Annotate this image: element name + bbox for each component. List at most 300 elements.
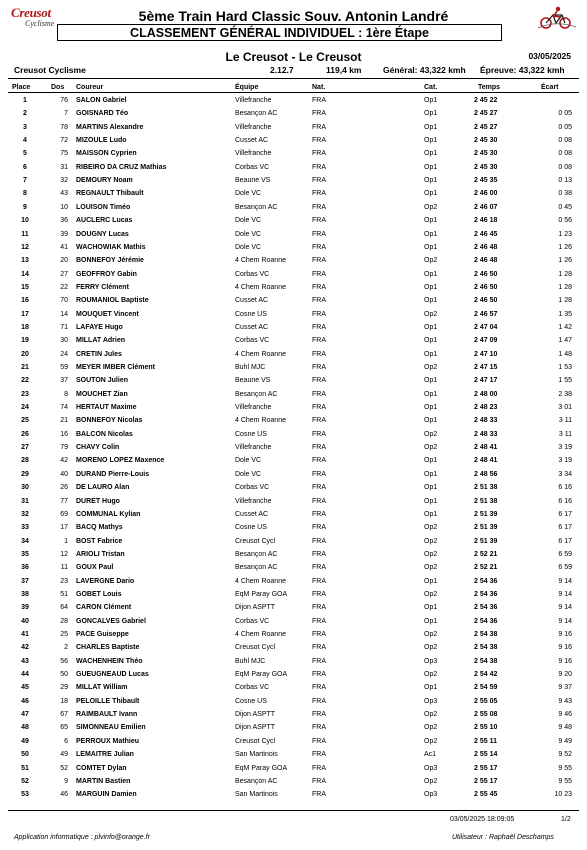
rider-name-cell: COMTET Dylan	[76, 764, 127, 772]
dos-cell: 10	[60, 203, 68, 211]
dos-cell: 6	[64, 737, 68, 745]
table-row	[0, 270, 587, 283]
gap-cell: 1 28	[558, 283, 572, 291]
category-cell: Op1	[424, 404, 438, 412]
dos-cell: 2	[64, 644, 68, 652]
time-cell: 2 48 56	[474, 470, 498, 478]
time-cell: 2 46 07	[474, 203, 498, 211]
nationality-cell: FRA	[312, 444, 326, 452]
team-cell: Corbas VC	[235, 617, 270, 625]
nationality-cell: FRA	[312, 310, 326, 318]
place-cell: 12	[21, 243, 29, 251]
place-cell: 14	[21, 270, 29, 278]
dos-cell: 20	[60, 257, 68, 265]
table-row	[0, 497, 587, 510]
dos-cell: 14	[60, 310, 68, 318]
time-cell: 2 54 38	[474, 631, 498, 638]
place-cell: 9	[23, 203, 27, 211]
time-cell: 2 55 11	[474, 737, 497, 745]
nationality-cell: FRA	[312, 644, 326, 652]
rider-name-cell: CHARLES Baptiste	[76, 644, 140, 652]
rider-name-cell: DURET Hugo	[76, 497, 120, 505]
category-cell: Op1	[424, 123, 438, 131]
rider-name-cell: MIZOULE Ludo	[76, 137, 127, 145]
category-cell: Op3	[424, 657, 438, 665]
nationality-cell: FRA	[312, 190, 326, 198]
team-cell: Dole VC	[235, 243, 262, 251]
rider-name-cell: BONNEFOY Jérémie	[76, 257, 144, 265]
dos-cell: 74	[60, 404, 68, 412]
category-cell: Op2	[424, 537, 438, 545]
creusot-cyclisme-logo	[11, 6, 61, 28]
place-cell: 38	[21, 590, 29, 598]
place-cell: 39	[21, 604, 29, 612]
rider-name-cell: SIMONNEAU Emilien	[76, 724, 146, 732]
dos-cell: 70	[60, 297, 68, 305]
nationality-cell: FRA	[312, 163, 326, 171]
place-cell: 6	[23, 163, 27, 171]
gap-cell: 9 55	[558, 764, 572, 772]
nationality-cell: FRA	[312, 524, 326, 532]
time-cell: 2 46 50	[474, 270, 498, 278]
rider-name-cell: DURAND Pierre-Louis	[76, 470, 150, 478]
gap-cell: 1 48	[558, 350, 572, 358]
table-row	[0, 483, 587, 496]
gap-cell: 9 20	[558, 671, 572, 679]
dos-cell: 32	[60, 177, 68, 185]
rider-name-cell: MOUCHET Zian	[76, 390, 128, 398]
time-cell: 2 54 36	[474, 590, 498, 598]
gap-cell: 3 11	[558, 417, 572, 425]
table-row	[0, 230, 587, 243]
team-cell: Cusset AC	[235, 323, 269, 331]
time-cell: 2 55 14	[474, 751, 498, 759]
place-cell: 41	[21, 631, 29, 638]
column-header-place: Place	[12, 84, 31, 91]
category-cell: Op1	[424, 190, 438, 198]
time-cell: 2 47 10	[474, 350, 498, 358]
category-cell: Op1	[424, 417, 438, 425]
place-cell: 18	[21, 323, 29, 331]
gap-cell: 0 05	[558, 123, 572, 131]
time-cell: 2 46 50	[474, 283, 498, 291]
time-cell: 2 54 59	[474, 684, 498, 692]
team-cell: Corbas VC	[235, 163, 270, 171]
time-cell: 2 54 38	[474, 644, 498, 652]
category-cell: Op2	[424, 430, 438, 438]
nationality-cell: FRA	[312, 150, 326, 158]
team-cell: Besançon AC	[235, 550, 278, 558]
team-cell: Creusot Cycl	[235, 737, 276, 745]
nationality-cell: FRA	[312, 350, 326, 358]
dos-cell: 49	[60, 751, 68, 759]
dos-cell: 25	[60, 631, 68, 638]
gap-cell: 6 59	[558, 564, 572, 572]
column-header-coureur: Coureur	[76, 84, 104, 91]
gap-cell: 1 28	[558, 270, 572, 278]
rider-name-cell: CARON Clément	[76, 604, 132, 612]
team-cell: Creusot Cycl	[235, 537, 276, 545]
gap-cell: 9 52	[558, 751, 572, 759]
ranking-subtitle: CLASSEMENT GÉNÉRAL INDIVIDUEL : 1ère Étape	[57, 24, 502, 41]
gap-cell: 9 14	[558, 617, 572, 625]
rider-name-cell: ARIOLI Tristan	[76, 550, 125, 558]
category-cell: Op2	[424, 257, 438, 265]
team-cell: Villefranche	[235, 497, 272, 505]
team-cell: Dole VC	[235, 470, 262, 478]
time-cell: 2 48 23	[474, 404, 498, 412]
table-row	[0, 456, 587, 469]
time-cell: 2 51 39	[474, 537, 498, 545]
rider-name-cell: GOUX Paul	[76, 564, 114, 572]
time-cell: 2 46 48	[474, 243, 498, 251]
table-row	[0, 416, 587, 429]
time-cell: 2 46 50	[474, 297, 498, 305]
time-cell: 2 47 15	[474, 364, 498, 371]
nationality-cell: FRA	[312, 457, 326, 465]
team-cell: Dole VC	[235, 217, 262, 225]
place-cell: 3	[23, 123, 27, 131]
nationality-cell: FRA	[312, 417, 326, 425]
time-cell: 2 52 21	[474, 564, 498, 572]
time-cell: 2 54 36	[474, 577, 498, 585]
table-row	[0, 376, 587, 389]
gap-cell: 1 35	[558, 310, 572, 318]
place-cell: 23	[21, 390, 29, 398]
nationality-cell: FRA	[312, 751, 326, 759]
gap-cell: 9 14	[558, 590, 572, 598]
category-cell: Op1	[424, 510, 438, 518]
nationality-cell: FRA	[312, 230, 326, 238]
column-header-temps: Temps	[478, 84, 501, 91]
nationality-cell: FRA	[312, 110, 326, 118]
nationality-cell: FRA	[312, 377, 326, 385]
category-cell: Op1	[424, 283, 438, 291]
team-cell: Villefranche	[235, 123, 272, 131]
nationality-cell: FRA	[312, 243, 326, 251]
nationality-cell: FRA	[312, 737, 326, 745]
place-cell: 32	[21, 510, 29, 518]
logo-text: Creusot	[11, 5, 51, 20]
table-row	[0, 697, 587, 710]
nationality-cell: FRA	[312, 217, 326, 225]
table-row	[0, 336, 587, 349]
nationality-cell: FRA	[312, 510, 326, 518]
team-cell: Besançon AC	[235, 564, 278, 572]
table-row	[0, 123, 587, 136]
place-cell: 21	[21, 364, 29, 371]
place-cell: 33	[21, 524, 29, 532]
category-cell: Op2	[424, 203, 438, 211]
table-row	[0, 470, 587, 483]
software-version: 2.12.7	[270, 65, 294, 75]
place-cell: 48	[21, 724, 29, 732]
nationality-cell: FRA	[312, 657, 326, 665]
table-row	[0, 670, 587, 683]
category-cell: Op1	[424, 577, 438, 585]
rider-name-cell: MEYER IMBER Clément	[76, 364, 155, 371]
nationality-cell: FRA	[312, 203, 326, 211]
nationality-cell: FRA	[312, 297, 326, 305]
rider-name-cell: REGNAULT Thibault	[76, 190, 144, 198]
place-cell: 34	[21, 537, 29, 545]
nationality-cell: FRA	[312, 137, 326, 145]
table-row	[0, 203, 587, 216]
nationality-cell: FRA	[312, 604, 326, 612]
table-row	[0, 630, 587, 643]
place-cell: 5	[23, 150, 27, 158]
table-row	[0, 683, 587, 696]
rider-name-cell: MOUQUET Vincent	[76, 310, 139, 318]
team-cell: San Martinois	[235, 751, 278, 759]
gap-cell: 3 11	[558, 430, 572, 438]
table-row	[0, 510, 587, 523]
time-cell: 2 45 27	[474, 110, 498, 118]
place-cell: 40	[21, 617, 29, 625]
category-cell: Op2	[424, 444, 438, 452]
category-cell: Op2	[424, 631, 438, 638]
team-cell: Cusset AC	[235, 137, 269, 145]
category-cell: Op1	[424, 243, 438, 251]
place-cell: 37	[21, 577, 29, 585]
time-cell: 2 52 21	[474, 550, 498, 558]
table-row	[0, 577, 587, 590]
time-cell: 2 45 30	[474, 137, 498, 145]
nationality-cell: FRA	[312, 430, 326, 438]
dos-cell: 11	[60, 564, 68, 572]
category-cell: Op2	[424, 737, 438, 745]
nationality-cell: FRA	[312, 631, 326, 638]
time-cell: 2 48 33	[474, 430, 498, 438]
rider-name-cell: BACQ Mathys	[76, 524, 123, 532]
rider-name-cell: HERTAUT Maxime	[76, 404, 137, 412]
place-cell: 45	[21, 684, 29, 692]
team-cell: 4 Chem Roanne	[235, 283, 286, 291]
gap-cell: 6 17	[558, 537, 572, 545]
category-cell: Op1	[424, 337, 438, 345]
gap-cell: 1 23	[558, 230, 572, 238]
rider-name-cell: MARTINS Alexandre	[76, 123, 144, 131]
team-cell: Cusset AC	[235, 510, 269, 518]
dos-cell: 67	[60, 711, 68, 719]
dos-cell: 42	[60, 457, 68, 465]
dos-cell: 43	[60, 190, 68, 198]
time-cell: 2 55 45	[474, 791, 498, 799]
dos-cell: 37	[60, 377, 68, 385]
dos-cell: 56	[60, 657, 68, 665]
table-row	[0, 617, 587, 630]
column-header-nat: Nat.	[312, 84, 326, 91]
nationality-cell: FRA	[312, 590, 326, 598]
table-row	[0, 216, 587, 229]
gap-cell: 3 34	[558, 470, 572, 478]
rider-name-cell: DE LAURO Alan	[76, 484, 130, 492]
dos-cell: 12	[60, 550, 68, 558]
table-row	[0, 283, 587, 296]
place-cell: 15	[21, 283, 29, 291]
gap-cell: 0 45	[558, 203, 572, 211]
time-cell: 2 48 00	[474, 390, 498, 398]
place-cell: 53	[21, 791, 29, 799]
time-cell: 2 55 10	[474, 724, 498, 732]
category-cell: Op2	[424, 524, 438, 532]
place-cell: 46	[21, 697, 29, 705]
rider-name-cell: RIBEIRO DA CRUZ Mathias	[76, 163, 167, 171]
rider-name-cell: PELOILLE Thibault	[76, 697, 140, 705]
dos-cell: 16	[60, 430, 68, 438]
dos-cell: 40	[60, 470, 68, 478]
gap-cell: 0 08	[558, 163, 572, 171]
cyclist-logo-icon	[536, 6, 578, 30]
team-cell: Buhl MJC	[235, 364, 266, 371]
time-cell: 2 54 36	[474, 617, 498, 625]
gap-cell: 9 16	[558, 644, 572, 652]
rider-name-cell: RAIMBAULT Ivann	[76, 711, 138, 719]
print-timestamp: 03/05/2025 18:09:05	[450, 816, 515, 823]
time-cell: 2 45 30	[474, 163, 498, 171]
race-distance: 119,4 km	[326, 65, 362, 75]
team-cell: Besançon AC	[235, 203, 278, 211]
time-cell: 2 54 42	[474, 671, 498, 679]
table-row	[0, 243, 587, 256]
team-cell: Besançon AC	[235, 390, 278, 398]
category-cell: Op2	[424, 364, 438, 371]
category-cell: Op1	[424, 684, 438, 692]
time-cell: 2 46 48	[474, 257, 498, 265]
team-logo	[536, 6, 578, 30]
rider-name-cell: MILLAT Adrien	[76, 337, 125, 345]
rider-name-cell: CRETIN Jules	[76, 350, 122, 358]
gap-cell: 1 47	[558, 337, 572, 345]
category-cell: Op1	[424, 470, 438, 478]
team-cell: Cosne US	[235, 430, 267, 438]
dos-cell: 17	[60, 524, 68, 532]
time-cell: 2 45 30	[474, 150, 498, 158]
rider-name-cell: LEMAITRE Julian	[76, 751, 134, 759]
category-cell: Op1	[424, 350, 438, 358]
gap-cell: 9 14	[558, 604, 572, 612]
column-header-equipe: Équipe	[235, 84, 259, 91]
team-cell: Cosne US	[235, 310, 267, 318]
team-cell: Villefranche	[235, 444, 272, 452]
place-cell: 52	[21, 777, 29, 785]
nationality-cell: FRA	[312, 484, 326, 492]
gap-cell: 6 17	[558, 524, 572, 532]
time-cell: 2 47 04	[474, 323, 498, 331]
time-cell: 2 48 41	[474, 444, 498, 452]
dos-cell: 23	[60, 577, 68, 585]
team-cell: Beaune VS	[235, 377, 271, 385]
team-cell: Dole VC	[235, 190, 262, 198]
place-cell: 20	[21, 350, 29, 358]
gap-cell: 0 05	[558, 110, 572, 118]
team-cell: 4 Chem Roanne	[235, 350, 286, 358]
gap-cell: 1 28	[558, 297, 572, 305]
rider-name-cell: PACE Guiseppe	[76, 631, 129, 638]
epreuve-speed: Épreuve: 43,322 kmh	[480, 65, 565, 75]
rider-name-cell: MORENO LOPEZ Maxence	[76, 457, 165, 465]
rider-name-cell: ROUMANIOL Baptiste	[76, 297, 149, 305]
team-cell: Corbas VC	[235, 484, 270, 492]
dos-cell: 72	[60, 137, 68, 145]
team-cell: Corbas VC	[235, 684, 270, 692]
rider-name-cell: MARTIN Bastien	[76, 777, 131, 785]
table-row	[0, 109, 587, 122]
gap-cell: 9 16	[558, 631, 572, 638]
team-cell: EqM Paray GOA	[235, 590, 288, 598]
rider-name-cell: FERRY Clément	[76, 283, 129, 291]
dos-cell: 71	[60, 323, 68, 331]
team-cell: San Martinois	[235, 791, 278, 799]
team-cell: Villefranche	[235, 150, 272, 158]
table-row	[0, 176, 587, 189]
table-row	[0, 189, 587, 202]
category-cell: Op2	[424, 711, 438, 719]
general-speed: Général: 43,322 kmh	[383, 65, 466, 75]
rider-name-cell: GUEUGNEAUD Lucas	[76, 671, 149, 679]
club-name: Creusot Cyclisme	[14, 65, 86, 75]
place-cell: 26	[21, 430, 29, 438]
nationality-cell: FRA	[312, 404, 326, 412]
nationality-cell: FRA	[312, 283, 326, 291]
time-cell: 2 55 08	[474, 711, 498, 719]
dos-cell: 7	[64, 110, 68, 118]
page-number: 1/2	[561, 816, 571, 823]
rider-name-cell: GOISNARD Téo	[76, 110, 129, 118]
time-cell: 2 51 39	[474, 510, 498, 518]
category-cell: Op1	[424, 163, 438, 171]
table-row	[0, 96, 587, 109]
rider-name-cell: BONNEFOY Nicolas	[76, 417, 143, 425]
table-row	[0, 563, 587, 576]
dos-cell: 28	[60, 617, 68, 625]
table-row	[0, 737, 587, 750]
nationality-cell: FRA	[312, 671, 326, 679]
team-cell: Creusot Cycl	[235, 644, 276, 652]
category-cell: Op1	[424, 604, 438, 612]
place-cell: 8	[23, 190, 27, 198]
dos-cell: 76	[60, 97, 68, 104]
category-cell: Op1	[424, 484, 438, 492]
time-cell: 2 47 09	[474, 337, 498, 345]
dos-cell: 27	[60, 270, 68, 278]
gap-cell: 3 01	[558, 404, 572, 412]
team-cell: 4 Chem Roanne	[235, 417, 286, 425]
category-cell: Op1	[424, 617, 438, 625]
rider-name-cell: WACHENHEIN Théo	[76, 657, 143, 665]
place-cell: 22	[21, 377, 29, 385]
category-cell: Op1	[424, 457, 438, 465]
column-header-divider	[8, 92, 579, 93]
team-cell: Villefranche	[235, 97, 272, 104]
time-cell: 2 45 27	[474, 123, 498, 131]
column-header-cat: Cat.	[424, 84, 438, 91]
table-row	[0, 643, 587, 656]
dos-cell: 46	[60, 791, 68, 799]
team-cell: Beaune VS	[235, 177, 271, 185]
logo-subtext: Cyclisme	[25, 19, 55, 28]
team-cell: 4 Chem Roanne	[235, 577, 286, 585]
dos-cell: 8	[64, 390, 68, 398]
table-row	[0, 363, 587, 376]
table-row	[0, 296, 587, 309]
dos-cell: 21	[60, 417, 68, 425]
dos-cell: 59	[60, 364, 68, 371]
nationality-cell: FRA	[312, 364, 326, 371]
place-cell: 51	[21, 764, 29, 772]
place-cell: 42	[21, 644, 29, 652]
place-cell: 35	[21, 550, 29, 558]
